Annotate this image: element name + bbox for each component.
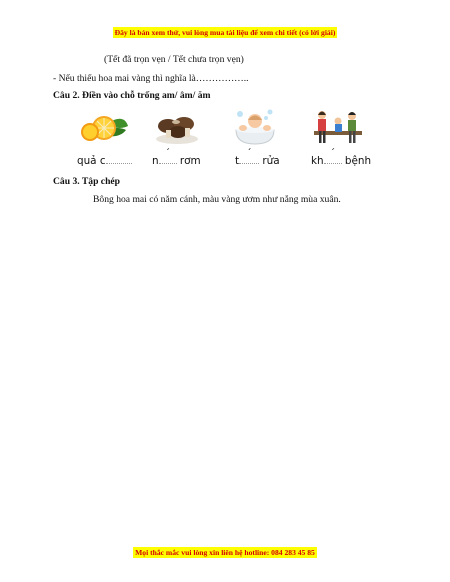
tone-mark: ´ (246, 148, 252, 159)
hotline-notice: Mọi thắc mắc vui lòng xin liên hệ hotline: 084 283 45 85 (135, 548, 315, 557)
word-tam-rua (235, 148, 280, 167)
fill-blank[interactable] (239, 148, 259, 164)
word-prefix: t (235, 155, 240, 167)
bottom-banner (0, 545, 450, 558)
bathing-picture (232, 108, 278, 146)
word-prefix: kh (311, 155, 324, 167)
word-prefix: n (152, 155, 159, 167)
fill-blank[interactable] (324, 148, 342, 164)
section-2-title: Câu 2. Điền vào chỗ trống am/ âm/ ăm (53, 90, 211, 101)
word-suffix: rửa (259, 155, 280, 167)
word-nam-rom (152, 148, 201, 167)
word-kham-benh (311, 148, 372, 167)
word-qua-cam (77, 154, 132, 167)
lemon-picture (80, 112, 130, 144)
options-line: (Tết đã trọn vẹn / Tết chưa trọn vẹn) (104, 54, 244, 65)
visiting-sick-picture (312, 107, 364, 147)
copy-sentence: Bông hoa mai có năm cánh, màu vàng ươm như nắng mùa xuân. (93, 194, 341, 205)
word-suffix: rơm (176, 155, 201, 167)
mushroom-picture (154, 112, 200, 144)
fill-blank[interactable] (159, 148, 177, 164)
fill-blank[interactable] (106, 154, 132, 164)
preview-notice: Đây là bản xem thử, vui lòng mua tài liệu để xem chi tiết (có lời giải) (114, 28, 336, 37)
word-suffix: bệnh (341, 155, 372, 167)
section-3-title: Câu 3. Tập chép (53, 176, 120, 187)
tone-mark: ´ (165, 148, 171, 159)
tone-mark: ´ (330, 148, 336, 159)
word-prefix: quả c (77, 155, 106, 167)
question-line: - Nếu thiếu hoa mai vàng thì nghĩa là…………….. (53, 73, 249, 84)
top-banner (0, 25, 450, 38)
